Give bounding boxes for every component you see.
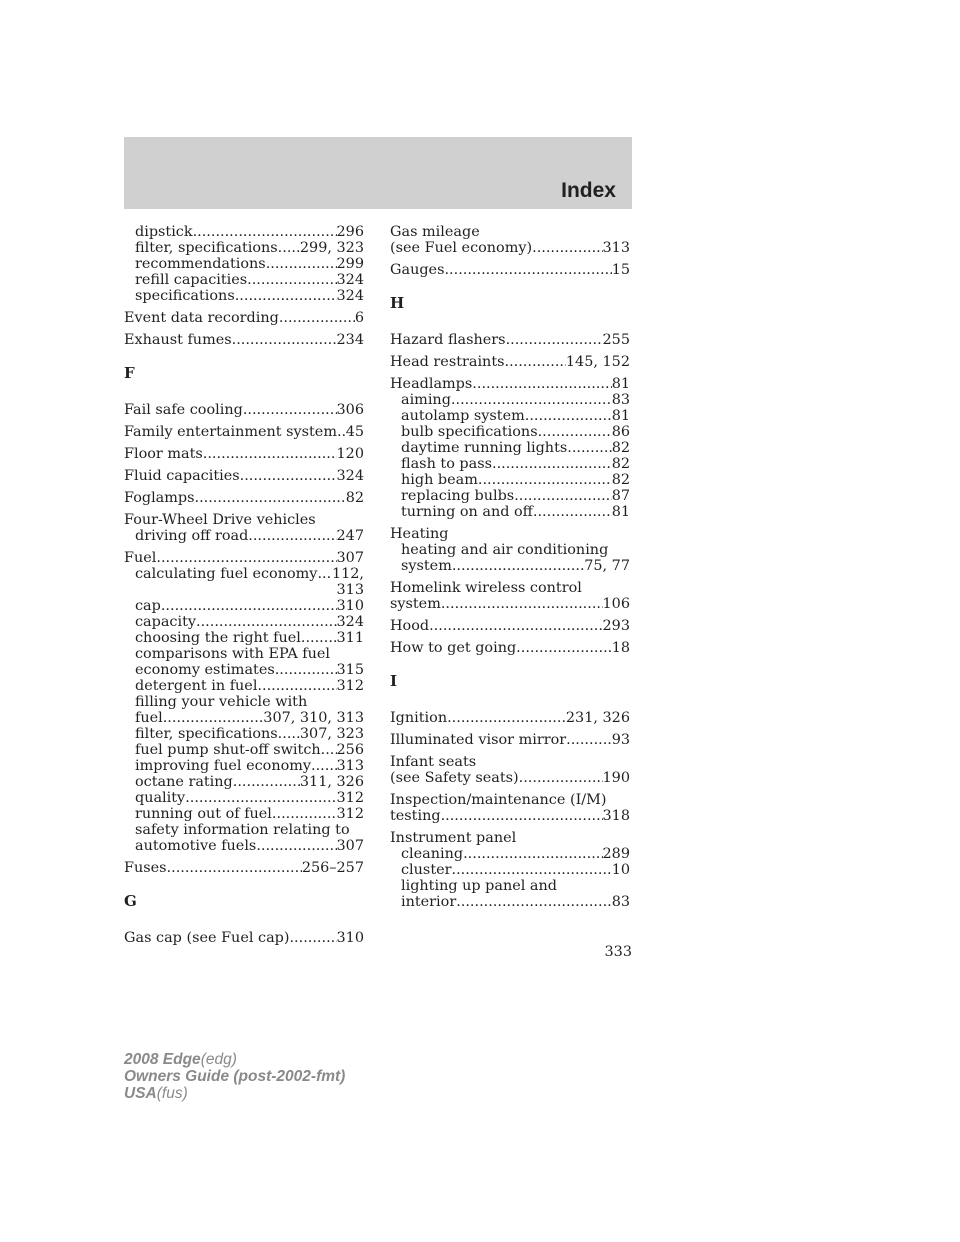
index-term-text: daytime running lights (401, 440, 568, 456)
page-ref: 307 (336, 550, 364, 566)
index-entry (390, 732, 630, 748)
index-entry (390, 710, 630, 726)
index-term-text: calculating fuel economy (135, 566, 318, 582)
dot-leader (447, 710, 566, 726)
index-term-text: Fluid capacities (124, 468, 240, 484)
page-ref: 255 (602, 332, 630, 348)
page-ref: 324 (336, 272, 364, 288)
index-term (124, 402, 364, 418)
index-entry (124, 490, 364, 506)
index-term-text: choosing the right fuel (135, 630, 301, 646)
dot-leader (257, 678, 336, 694)
index-term-text: Fuel (124, 550, 157, 566)
index-term-text: How to get going (390, 640, 517, 656)
page-ref: 312 (336, 806, 364, 822)
page-ref: 45 (345, 424, 364, 440)
index-term (124, 468, 364, 484)
index-subentry (124, 566, 364, 582)
index-entry (390, 792, 630, 824)
index-term-text: Head restraints (390, 354, 505, 370)
dot-leader (337, 424, 346, 440)
page-ref: 310 (336, 598, 364, 614)
page-ref: 313 (336, 582, 364, 598)
index-entry (124, 550, 364, 854)
index-entry (390, 526, 630, 574)
index-entry (390, 354, 630, 370)
index-subentry (390, 894, 630, 910)
index-term: Heating (390, 526, 449, 542)
index-subentry (124, 272, 364, 288)
index-subentry (124, 598, 364, 614)
section-letter: I (390, 672, 398, 690)
index-term-text: Headlamps (390, 376, 473, 392)
page-ref: 82 (345, 490, 364, 506)
dot-leader (456, 894, 611, 910)
index-term-text: autolamp system (401, 408, 525, 424)
index-subentry (390, 488, 630, 504)
index-term-text: cleaning (401, 846, 464, 862)
page-ref: 293 (602, 618, 630, 634)
index-subentry (124, 256, 364, 272)
page-ref: 234 (336, 332, 364, 348)
index-term-text: interior (401, 894, 457, 910)
index-subentry (124, 528, 364, 544)
page-ref: 106 (602, 596, 630, 612)
dot-leader (196, 614, 337, 630)
page-ref: 311, 326 (299, 774, 364, 790)
page-ref: 81 (611, 408, 630, 424)
index-term-text: improving fuel economy (135, 758, 312, 774)
index-term (390, 596, 630, 612)
dot-leader (256, 838, 336, 854)
index-subentry (124, 614, 364, 630)
dot-leader (516, 640, 612, 656)
page-ref: 324 (336, 614, 364, 630)
index-term-text: Family entertainment system (124, 424, 337, 440)
page-ref: 296 (336, 224, 364, 240)
index-term (124, 424, 364, 440)
index-entry (124, 424, 364, 440)
index-term-text: system (390, 596, 441, 612)
index-term-text: turning on and off (401, 504, 533, 520)
index-term-text: dipstick (135, 224, 193, 240)
index-entry (124, 224, 364, 304)
index-term-text: high beam (401, 472, 478, 488)
index-term-text: filter, specifications (135, 240, 278, 256)
index-entry (124, 512, 364, 544)
index-term (390, 732, 630, 748)
index-term-text: automotive fuels (135, 838, 257, 854)
index-term-text: Gas cap (see Fuel cap) (124, 930, 290, 946)
index-subentry (390, 846, 630, 862)
page-ref: 93 (611, 732, 630, 748)
dot-leader (193, 224, 337, 240)
dot-leader (506, 332, 603, 348)
index-term: filling your vehicle with (135, 694, 308, 710)
index-term-text: fuel pump shut-off switch (135, 742, 321, 758)
index-term: safety information relating to (135, 822, 350, 838)
index-term-text: cluster (401, 862, 452, 878)
index-subentry (124, 806, 364, 822)
index-term-text: Floor mats (124, 446, 203, 462)
dot-leader (538, 424, 612, 440)
page-ref: 82 (611, 440, 630, 456)
dot-leader (275, 662, 337, 678)
footer-market: USA (124, 1085, 157, 1102)
section-letter: H (390, 294, 405, 312)
index-term: Infant seats (390, 754, 477, 770)
index-subentry (124, 710, 364, 726)
index-term-text: Fail safe cooling (124, 402, 243, 418)
index-term (390, 332, 630, 348)
page-ref: 112, (331, 566, 364, 582)
index-entry (124, 446, 364, 462)
dot-leader (492, 456, 612, 472)
index-term (390, 240, 630, 256)
index-subentry (124, 288, 364, 304)
page-ref: 256–257 (301, 860, 364, 876)
dot-leader (278, 726, 300, 742)
index-term (124, 310, 364, 326)
page-ref: 307, 323 (299, 726, 364, 742)
index-term-text: bulb specifications (401, 424, 538, 440)
dot-leader (451, 392, 612, 408)
dot-leader (452, 558, 584, 574)
index-term-text: fuel (135, 710, 163, 726)
index-term: Gas mileage (390, 224, 480, 240)
page-ref: 256 (336, 742, 364, 758)
dot-leader (301, 630, 337, 646)
index-entry (390, 332, 630, 348)
dot-leader (203, 446, 337, 462)
dot-leader (311, 758, 337, 774)
footer-market-code: (fus) (156, 1085, 188, 1102)
dot-leader (185, 790, 336, 806)
dot-leader (472, 376, 611, 392)
page-ref: 81 (611, 504, 630, 520)
index-entry (390, 376, 630, 520)
section-letter: G (124, 892, 137, 910)
dot-leader (441, 808, 603, 824)
page-ref: 82 (611, 456, 630, 472)
index-subentry (124, 742, 364, 758)
dot-leader (452, 862, 612, 878)
page-ref: 289 (602, 846, 630, 862)
index-subentry (390, 456, 630, 472)
dot-leader (525, 408, 612, 424)
index-column-left (124, 224, 364, 952)
dot-leader (514, 488, 612, 504)
index-term-text: refill capacities (135, 272, 248, 288)
index-subentry (124, 240, 364, 256)
dot-leader (289, 930, 336, 946)
index-term-text: driving off road (135, 528, 249, 544)
dot-leader (248, 528, 336, 544)
index-term-text: Ignition (390, 710, 448, 726)
index-subentry (390, 392, 630, 408)
index-entry (124, 332, 364, 348)
dot-leader (247, 272, 336, 288)
index-subentry (390, 558, 630, 574)
index-term (124, 446, 364, 462)
page-ref: 312 (336, 790, 364, 806)
index-entry (390, 640, 630, 656)
page-ref: 310 (336, 930, 364, 946)
dot-leader (279, 310, 355, 326)
index-subentry (390, 440, 630, 456)
page-ref: 15 (611, 262, 630, 278)
index-term: Four-Wheel Drive vehicles (124, 512, 316, 528)
page-ref: 307 (336, 838, 364, 854)
index-term: Instrument panel (390, 830, 517, 846)
index-term-text: testing (390, 808, 441, 824)
dot-leader (317, 566, 332, 582)
footer-model-code: (edg) (200, 1051, 237, 1068)
index-entry (124, 860, 364, 876)
page-ref: 83 (611, 894, 630, 910)
index-term (390, 618, 630, 634)
page-ref: 315 (336, 662, 364, 678)
index-subentry (390, 504, 630, 520)
index-subentry (124, 758, 364, 774)
page-ref: 18 (611, 640, 630, 656)
page-ref: 231, 326 (565, 710, 630, 726)
index-term (390, 808, 630, 824)
index-term-text: filter, specifications (135, 726, 278, 742)
dot-leader (441, 596, 603, 612)
dot-leader (533, 504, 612, 520)
index-entry (124, 930, 364, 946)
dot-leader (240, 468, 337, 484)
index-term-text: octane rating (135, 774, 233, 790)
page-ref: 306 (336, 402, 364, 418)
index-term-text: replacing bulbs (401, 488, 515, 504)
index-term-text: Illuminated visor mirror (390, 732, 567, 748)
index-term (124, 550, 364, 566)
page-ref: 145, 152 (565, 354, 630, 370)
index-term (390, 770, 630, 786)
index-subentry (124, 774, 364, 790)
page-ref: 190 (602, 770, 630, 786)
page-ref: 82 (611, 472, 630, 488)
index-term (390, 376, 630, 392)
index-term-text: flash to pass (401, 456, 492, 472)
dot-leader (167, 860, 302, 876)
index-term-text: running out of fuel (135, 806, 272, 822)
page-ref: 299, 323 (299, 240, 364, 256)
dot-leader (243, 402, 337, 418)
index-column-right (390, 224, 630, 916)
index-term-text: Fuses (124, 860, 167, 876)
footer-model: 2008 Edge (124, 1051, 201, 1068)
dot-leader (505, 354, 566, 370)
dot-leader (156, 550, 336, 566)
index-term-text: recommendations (135, 256, 266, 272)
page-ref: 312 (336, 678, 364, 694)
dot-leader (519, 770, 603, 786)
page-ref: 299 (336, 256, 364, 272)
page-title: Index (561, 179, 616, 202)
index-term-text: Foglamps (124, 490, 195, 506)
page-ref: 313 (336, 758, 364, 774)
index-subentry (124, 662, 364, 678)
index-entry (390, 580, 630, 612)
index-term-text: economy estimates (135, 662, 275, 678)
footer-guide: Owners Guide (post-2002-fmt) (124, 1068, 346, 1085)
index-term: lighting up panel and (401, 878, 557, 894)
page-ref: 10 (611, 862, 630, 878)
dot-leader (566, 732, 612, 748)
index-subentry (124, 790, 364, 806)
page-ref: 247 (336, 528, 364, 544)
page-ref: 81 (611, 376, 630, 392)
index-term (124, 332, 364, 348)
page-ref: 120 (336, 446, 364, 462)
index-subentry (124, 726, 364, 742)
footer (124, 1051, 345, 1102)
dot-leader (567, 440, 611, 456)
index-term-text: quality (135, 790, 186, 806)
dot-leader (444, 262, 611, 278)
page-ref: 311 (336, 630, 364, 646)
index-term (124, 930, 364, 946)
dot-leader (233, 774, 300, 790)
index-term-text: Hazard flashers (390, 332, 506, 348)
index-term: comparisons with EPA fuel (135, 646, 331, 662)
index-term-text: Hood (390, 618, 430, 634)
page-ref: 87 (611, 488, 630, 504)
page-ref: 83 (611, 392, 630, 408)
dot-leader (232, 332, 337, 348)
index-subentry (390, 472, 630, 488)
index-term (390, 710, 630, 726)
index-entry (124, 468, 364, 484)
page-ref: 324 (336, 468, 364, 484)
index-term-text: aiming (401, 392, 451, 408)
index-term-text: cap (135, 598, 161, 614)
section-letter: F (124, 364, 135, 382)
index-term-text: (see Safety seats) (390, 770, 519, 786)
index-term (124, 860, 364, 876)
index-subentry (124, 224, 364, 240)
index-term-text: Gauges (390, 262, 445, 278)
dot-leader (321, 742, 337, 758)
index-term-text: Exhaust fumes (124, 332, 232, 348)
index-entry (390, 754, 630, 786)
index-term-text: (see Fuel economy) (390, 240, 533, 256)
index-term-text: Event data recording (124, 310, 279, 326)
index-term (390, 640, 630, 656)
index-term: Inspection/maintenance (I/M) (390, 792, 607, 808)
index-subentry (124, 678, 364, 694)
page-ref: 307, 310, 313 (263, 710, 364, 726)
index-term-text: detergent in fuel (135, 678, 258, 694)
index-subentry (124, 838, 364, 854)
index-subentry (124, 630, 364, 646)
dot-leader (532, 240, 602, 256)
header-band (124, 137, 632, 209)
index-term: Homelink wireless control (390, 580, 582, 596)
dot-leader (163, 710, 264, 726)
dot-leader (278, 240, 300, 256)
page-ref: 6 (354, 310, 364, 326)
index-term-text: system (401, 558, 452, 574)
dot-leader (195, 490, 346, 506)
page-ref: 86 (611, 424, 630, 440)
index-subentry (390, 408, 630, 424)
index-entry (390, 224, 630, 256)
page-ref: 313 (602, 240, 630, 256)
dot-leader (463, 846, 602, 862)
index-subentry (390, 424, 630, 440)
dot-leader (429, 618, 602, 634)
index-term (124, 490, 364, 506)
index-entry (124, 310, 364, 326)
index-term: heating and air conditioning (401, 542, 609, 558)
dot-leader (266, 256, 337, 272)
dot-leader (272, 806, 337, 822)
index-entry (390, 618, 630, 634)
index-entry (124, 402, 364, 418)
dot-leader (478, 472, 612, 488)
index-term-text: capacity (135, 614, 197, 630)
dot-leader (161, 598, 337, 614)
dot-leader (235, 288, 337, 304)
index-entry (390, 262, 630, 278)
page-ref: 318 (602, 808, 630, 824)
page-ref: 324 (336, 288, 364, 304)
index-term-text: specifications (135, 288, 235, 304)
page-ref: 75, 77 (584, 558, 630, 574)
index-subentry (390, 862, 630, 878)
index-entry (390, 830, 630, 910)
page-number: 333 (604, 944, 632, 960)
index-term (390, 262, 630, 278)
index-term (390, 354, 630, 370)
